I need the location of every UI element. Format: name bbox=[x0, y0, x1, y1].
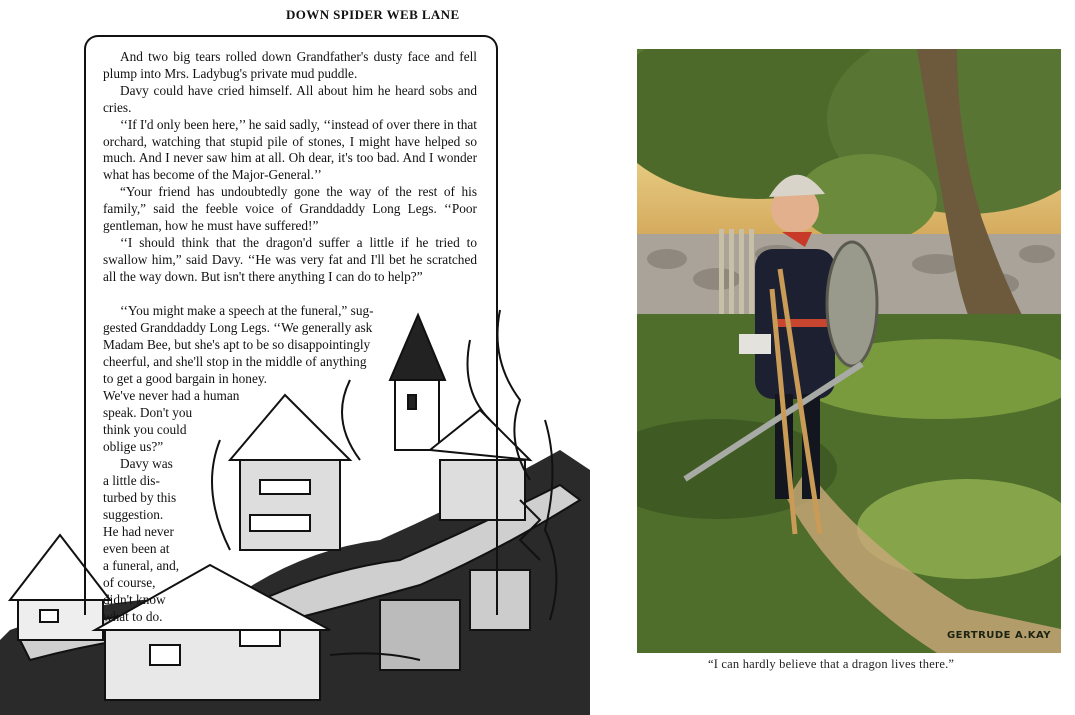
text-line: turbed by this bbox=[103, 490, 177, 505]
color-plate bbox=[637, 49, 1061, 653]
text-line: think you could bbox=[103, 422, 187, 437]
text-line: oblige us?” bbox=[103, 439, 164, 454]
text-line: We've never had a human bbox=[103, 388, 240, 403]
text-line: Davy was bbox=[120, 456, 173, 471]
text-line: ‘‘You might make a speech at the funeral,” sug- bbox=[120, 303, 374, 318]
paragraph: ‘‘If I'd only been here,’’ he said sadly, ‘‘instead of over there in that orchard, watching that stupid pile of stones, I might have helped so much. And I never saw him at all. Oh dear, it's too bad. And I wonder what has become of the Major-General.’’ bbox=[103, 116, 477, 183]
text-line: of course, bbox=[103, 575, 156, 590]
text-line: speak. Don't you bbox=[103, 405, 193, 420]
text-line: what to do. bbox=[103, 609, 163, 624]
text-line: didn't know bbox=[103, 592, 166, 607]
text-line: cheerful, and she'll stop in the middle of anything bbox=[103, 354, 367, 369]
text-line: even been at bbox=[103, 541, 170, 556]
artist-signature: GERTRUDE A.KAY bbox=[946, 630, 1051, 641]
text-line: gested Granddaddy Long Legs. ‘‘We generally ask bbox=[103, 320, 373, 335]
text-line: Madam Bee, but she's apt to be so disappointingly bbox=[103, 337, 371, 352]
plate-caption: “I can hardly believe that a dragon lives there.” bbox=[708, 657, 955, 671]
running-head: DOWN SPIDER WEB LANE bbox=[286, 7, 460, 22]
text-line: to get a good bargain in honey. bbox=[103, 371, 267, 386]
text-line: a funeral, and, bbox=[103, 558, 180, 573]
text-line: He had never bbox=[103, 524, 174, 539]
paragraph: Davy could have cried himself. All about him he heard sobs and cries. bbox=[103, 82, 477, 115]
body-text-wide bbox=[103, 49, 477, 286]
right-page bbox=[630, 0, 1075, 715]
text-line: suggestion. bbox=[103, 507, 164, 522]
text-line: a little dis- bbox=[103, 473, 160, 488]
paragraph: And two big tears rolled down Grandfather's dusty face and fell plump into Mrs. Ladybug's private mud puddle. bbox=[103, 49, 477, 81]
paragraph: “Your friend has undoubtedly gone the way of the rest of his family,” said the feeble voice of Granddaddy Long Legs. ‘‘Poor gentleman, how he must have suffered!” bbox=[103, 184, 477, 234]
paragraph: ‘‘I should think that the dragon'd suffer a little if he tried to swallow him,” said Davy. ‘‘He was very fat and I'll bet he scratched all the way down. But isn't there anything I can do to help?” bbox=[103, 234, 477, 284]
boy-with-shield-painting bbox=[637, 49, 1061, 653]
